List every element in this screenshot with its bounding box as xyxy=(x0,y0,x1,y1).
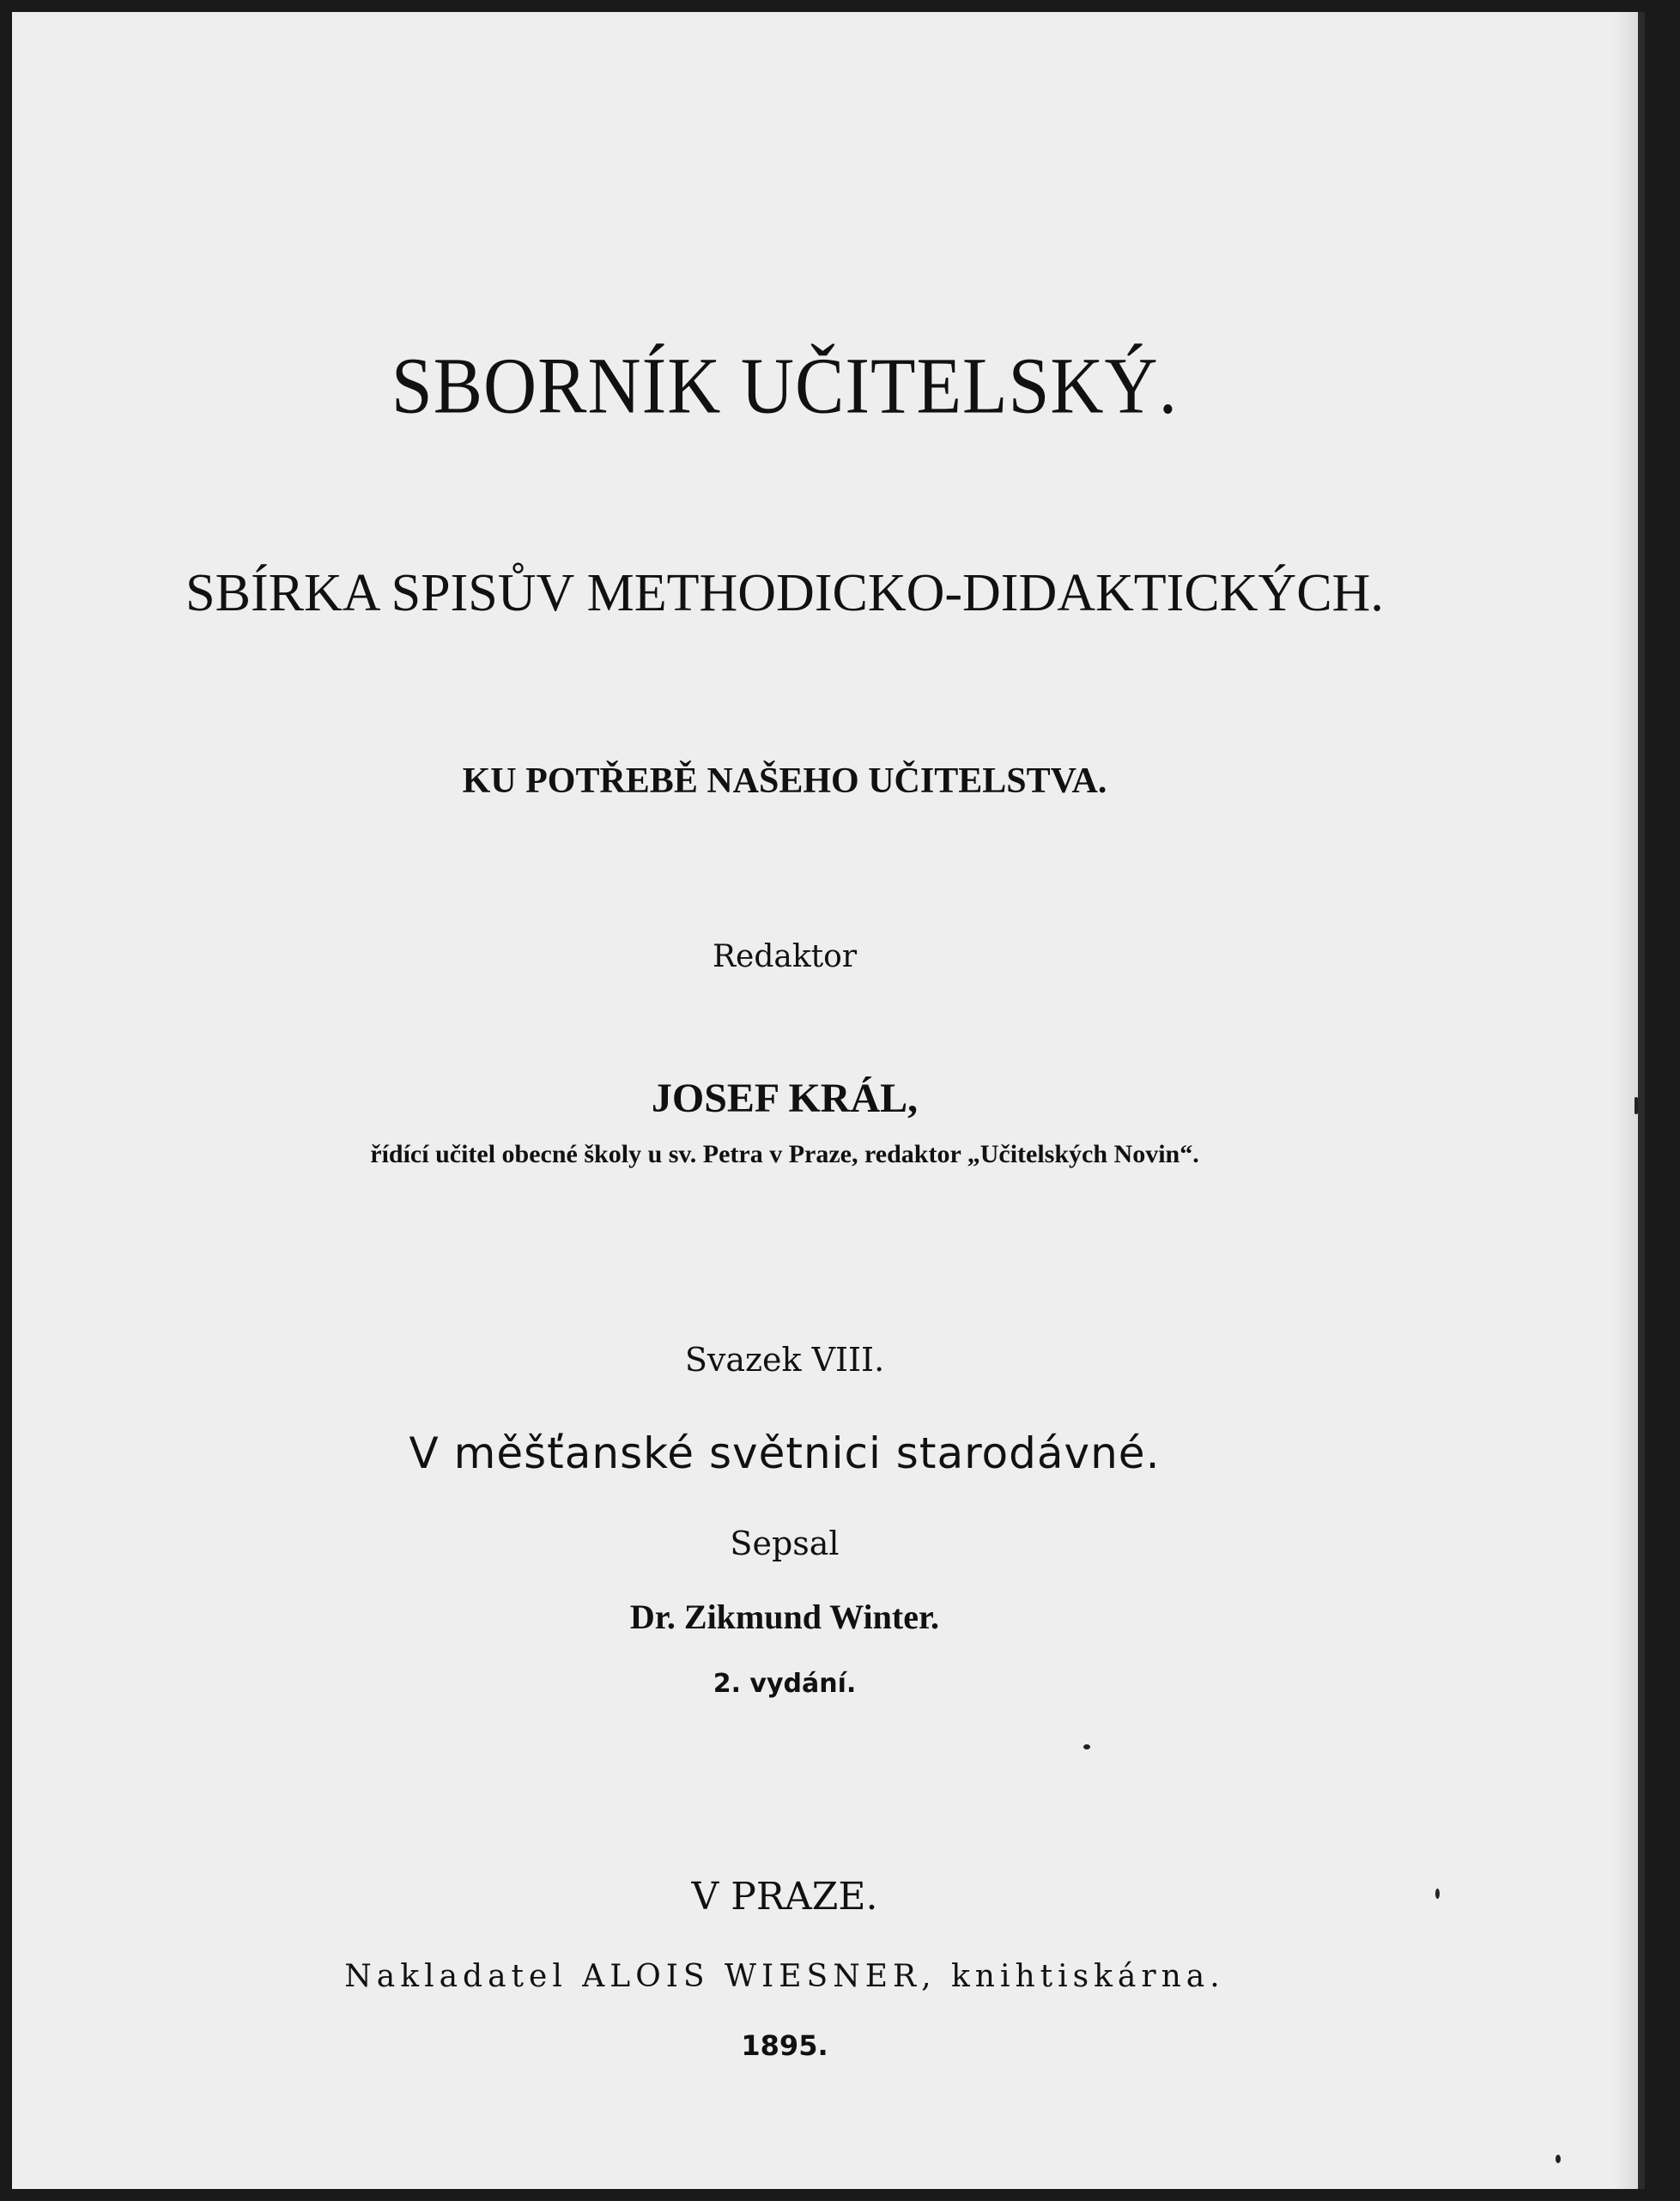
print-speck xyxy=(1083,1744,1090,1749)
author-label: Sepsal xyxy=(730,1525,840,1562)
imprint-year: 1895. xyxy=(741,2029,828,2062)
print-speck xyxy=(1435,1889,1440,1899)
volume-number: Svazek VIII. xyxy=(684,1341,885,1379)
title-page xyxy=(12,12,1645,2189)
editor-label: Redaktor xyxy=(712,939,858,974)
editor-description: řídící učitel obecné školy u sv. Petra v Praze, redaktor „Učitelských Novin“. xyxy=(370,1140,1199,1168)
editor-name: JOSEF KRÁL, xyxy=(651,1076,919,1121)
edition: 2. vydání. xyxy=(713,1669,857,1699)
print-speck xyxy=(1556,2155,1561,2163)
book-title: V měšťanské světnici starodávné. xyxy=(409,1428,1161,1478)
print-speck xyxy=(1635,1097,1638,1114)
series-subtitle: SBÍRKA SPISŮV METHODICKO-DIDAKTICKÝCH. xyxy=(185,564,1384,622)
series-title: SBORNÍK UČITELSKÝ. xyxy=(391,341,1179,430)
imprint-place: V PRAZE. xyxy=(691,1875,878,1919)
imprint-publisher: Nakladatel ALOIS WIESNER, knihtiskárna. xyxy=(344,1959,1225,1994)
author-name: Dr. Zikmund Winter. xyxy=(629,1598,940,1636)
series-purpose: KU POTŘEBĚ NAŠEHO UČITELSTVA. xyxy=(462,761,1107,801)
